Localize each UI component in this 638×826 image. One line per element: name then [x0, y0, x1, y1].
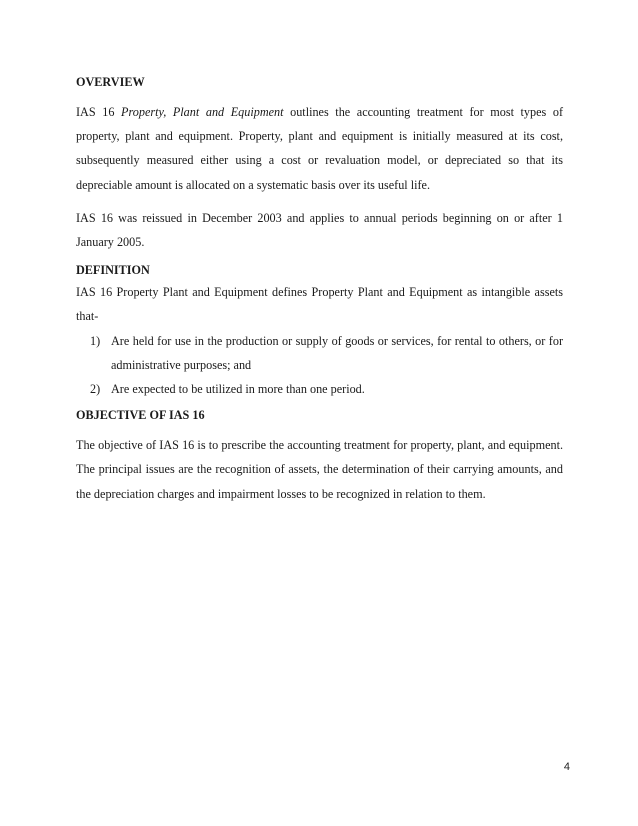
- overview-text-prefix: IAS 16: [76, 105, 122, 119]
- overview-text-suffix: outlines the accounting treatment for most types of property, plant and equipment. Property, plant and equipment is initially measured at its cost, subsequently measured either using a cost or revaluation model, or depreciated so that its depreciable amount is allocated on a systematic basis over its useful life.: [76, 105, 564, 192]
- definition-list: [76, 329, 563, 402]
- list-item-number: 1): [90, 333, 101, 348]
- list-item-text: Are expected to be utilized in more than one period.: [111, 382, 365, 397]
- list-item: [76, 377, 563, 401]
- reissued-paragraph: IAS 16 was reissued in December 2003 and applies to annual periods beginning on or after 1 January 2005.: [76, 210, 563, 250]
- page-content: [76, 74, 563, 506]
- page-number: 4: [563, 761, 570, 773]
- objective-paragraph: The objective of IAS 16 is to prescribe the accounting treatment for property, plant, and equipment. The principal issues are the recognition of assets, the determination of their carrying amounts, and the depreciation charges and impairment losses to be recognized in relation to them.: [76, 438, 563, 501]
- list-item: [76, 329, 563, 377]
- definition-heading: DEFINITION: [76, 263, 150, 278]
- definition-intro: IAS 16 Property Plant and Equipment defines Property Plant and Equipment as intangible assets that-: [76, 285, 563, 324]
- list-item-text: Are held for use in the production or supply of goods or services, for rental to others, or for administrative purposes; and: [111, 333, 563, 372]
- overview-paragraph: [76, 100, 563, 197]
- overview-heading: OVERVIEW: [76, 75, 145, 89]
- overview-standard-title: Property, Plant and Equipment: [121, 105, 284, 119]
- list-item-number: 2): [90, 382, 101, 397]
- objective-heading: OBJECTIVE OF IAS 16: [76, 408, 205, 423]
